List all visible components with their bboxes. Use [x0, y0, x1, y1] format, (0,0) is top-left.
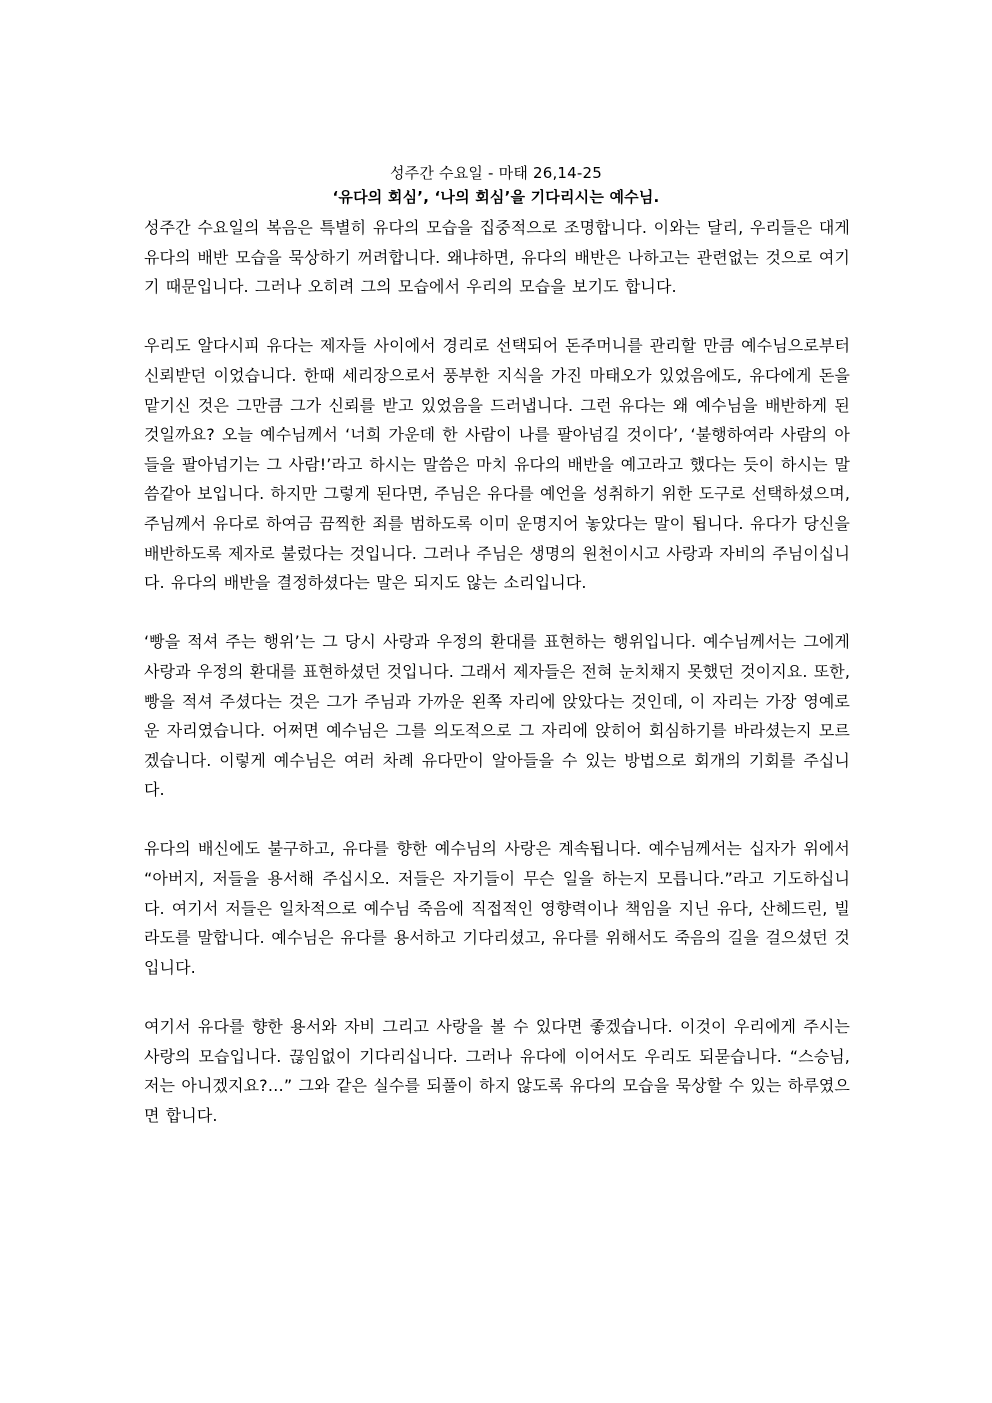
paragraph-spacer	[144, 982, 850, 1012]
paragraph: 우리도 알다시피 유다는 제자들 사이에서 경리로 선택되어 돈주머니를 관리할 만큼 예수님으로부터 신뢰받던 이었습니다. 한때 세리장으로서 풍부한 지식을 가진 마태오가 있었음에도, 유다에게 돈을 맡기신 것은 그만큼 그가 신뢰를 받고 있었음을 드러냅니다. 그런 유다는 왜 예수님을 배반하게 된 것일까요? 오늘 예수님께서 ‘너희 가운데 한 사람이 나를 팔아넘길 것이다’, ‘불행하여라 사람의 아들을 팔아넘기는 그 사람!’라고 하시는 말씀은 마치 유다의 배반을 예고라고 했다는 듯이 하시는 말씀같아 보입니다. 하지만 그렇게 된다면, 주님은 유다를 예언을 성취하기 위한 도구로 선택하셨으며, 주님께서 유다로 하여금 끔찍한 죄를 범하도록 이미 운명지어 놓았다는 말이 됩니다. 유다가 당신을 배반하도록 제자로 불렀다는 것입니다. 그러나 주님은 생명의 원천이시고 사랑과 자비의 주님이십니다. 유다의 배반을 결정하셨다는 말은 되지도 않는 소리입니다.	[144, 336, 850, 593]
paragraph: 유다의 배신에도 불구하고, 유다를 향한 예수님의 사랑은 계속됩니다. 예수님께서는 십자가 위에서 “아버지, 저들을 용서해 주십시오. 저들은 자기들이 무슨 일을 하는지 모릅니다.”라고 기도하십니다. 여기서 저들은 일차적으로 예수님 죽음에 직접적인 영향력이나 책임을 지닌 유다, 산헤드린, 빌라도를 말합니다. 예수님은 유다를 용서하고 기다리셨고, 유다를 위해서도 죽음의 길을 걸으셨던 것입니다.	[144, 839, 850, 977]
paragraph: ‘빵을 적셔 주는 행위’는 그 당시 사랑과 우정의 환대를 표현하는 행위입니다. 예수님께서는 그에게 사랑과 우정의 환대를 표현하셨던 것입니다. 그래서 제자들은 전혀 눈치채지 못했던 것이지요. 또한, 빵을 적셔 주셨다는 것은 그가 주님과 가까운 왼쪽 자리에 앉았다는 것인데, 이 자리는 가장 영예로운 자리였습니다. 어쩌면 예수님은 그를 의도적으로 그 자리에 앉히어 회심하기를 바라셨는지 모르겠습니다. 이렇게 예수님은 여러 차례 유다만이 알아들을 수 있는 방법으로 회개의 기회를 주십니다.	[144, 632, 850, 800]
document-header	[0, 161, 992, 209]
paragraph-spacer	[144, 302, 850, 332]
paragraph: 여기서 유다를 향한 용서와 자비 그리고 사랑을 볼 수 있다면 좋겠습니다. 이것이 우리에게 주시는 사랑의 모습입니다. 끊임없이 기다리십니다. 그러나 유다에 이어서도 우리도 되묻습니다. “스승님, 저는 아니겠지요?…” 그와 같은 실수를 되풀이 하지 않도록 유다의 모습을 묵상할 수 있는 하루였으면 합니다.	[144, 1017, 850, 1125]
paragraph-spacer	[144, 805, 850, 835]
reading-reference: 성주간 수요일 - 마태 26,14-25	[389, 164, 603, 182]
paragraph: 성주간 수요일의 복음은 특별히 유다의 모습을 집중적으로 조명합니다. 이와는 달리, 우리들은 대게 유다의 배반 모습을 묵상하기 꺼려합니다. 왜냐하면, 유다의 배반은 나하고는 관련없는 것으로 여기기 때문입니다. 그러나 오히려 그의 모습에서 우리의 모습을 보기도 합니다.	[144, 218, 850, 297]
paragraph-spacer	[144, 598, 850, 628]
document-body	[144, 213, 850, 1130]
document-title: ‘유다의 회심’, ‘나의 회심’을 기다리시는 예수님.	[332, 188, 660, 206]
